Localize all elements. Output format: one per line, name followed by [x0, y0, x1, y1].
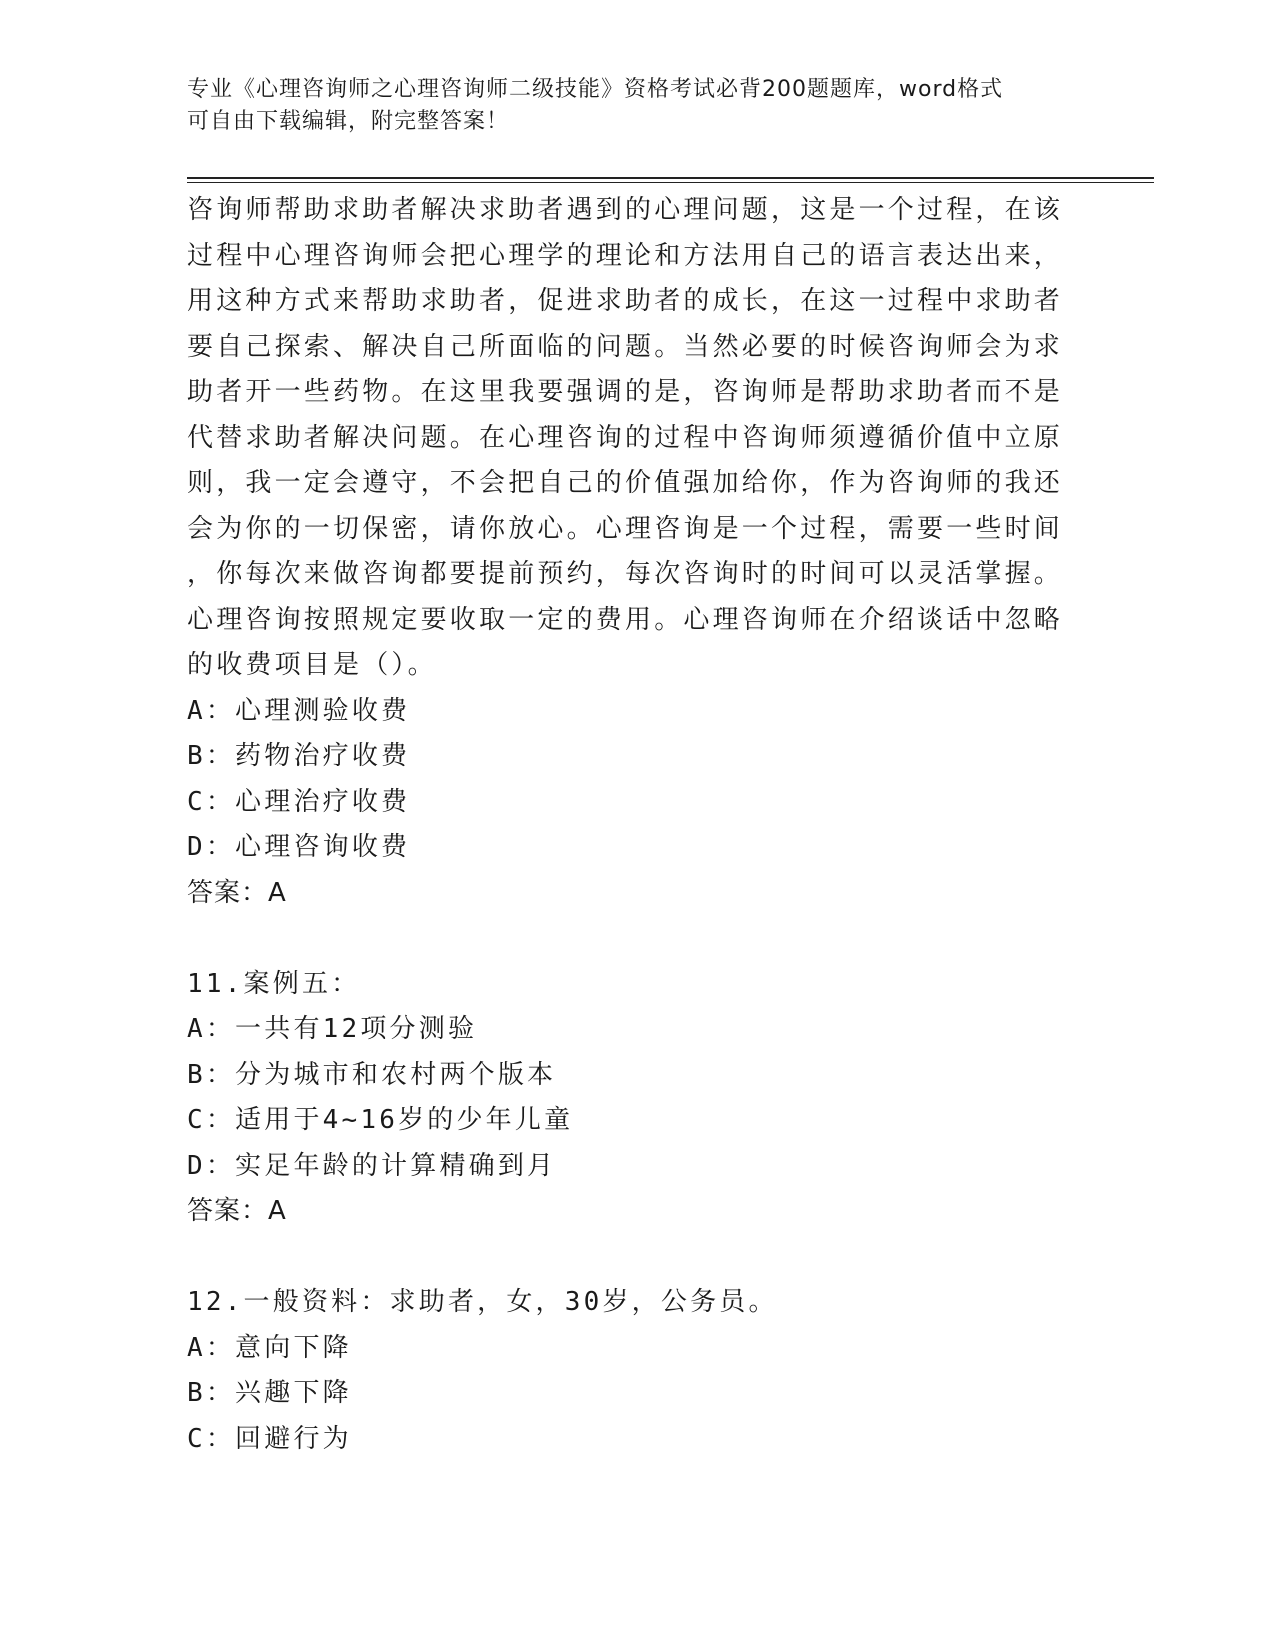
- document-header: [187, 74, 1087, 138]
- question-stem-line: 的收费项目是（）。: [187, 650, 437, 680]
- option-c: C：适用于4~16岁的少年儿童: [187, 1105, 574, 1135]
- question-stem: 12.一般资料：求助者，女，30岁，公务员。: [187, 1287, 778, 1317]
- spacer: [187, 1235, 1147, 1281]
- header-rule-thin: [187, 182, 1154, 183]
- question-stem-line: 则，我一定会遵守，不会把自己的价值强加给你，作为咨询师的我还: [187, 468, 1064, 498]
- question-11: [187, 962, 1147, 1235]
- option-a: A：心理测验收费: [187, 695, 411, 726]
- question-stem-line: 用这种方式来帮助求助者，促进求助者的成长，在这一过程中求助者: [187, 286, 1064, 316]
- option-c: C：回避行为: [187, 1423, 352, 1454]
- question-stem-line: 要自己探索、解决自己所面临的问题。当然必要的时候咨询师会为求: [187, 331, 1064, 362]
- answer-label: 答案：A: [187, 877, 287, 908]
- question-10: [187, 188, 1147, 916]
- spacer: [187, 916, 1147, 962]
- option-d: D：心理咨询收费: [187, 832, 411, 862]
- option-a: A：一共有12项分测验: [187, 1014, 478, 1044]
- answer-label: 答案：A: [187, 1196, 287, 1226]
- question-stem-line: 心理咨询按照规定要收取一定的费用。心理咨询师在介绍谈话中忽略: [187, 604, 1064, 635]
- question-stem-line: ，你每次来做咨询都要提前预约，每次咨询时的时间可以灵活掌握。: [187, 559, 1064, 589]
- question-stem-line: 代替求助者解决问题。在心理咨询的过程中咨询师须遵循价值中立原: [187, 422, 1064, 453]
- option-b: B：兴趣下降: [187, 1378, 352, 1408]
- option-a: A：意向下降: [187, 1332, 352, 1363]
- question-stem-line: 过程中心理咨询师会把心理学的理论和方法用自己的语言表达出来，: [187, 240, 1064, 271]
- header-title-line-2: 可自由下载编辑，附完整答案！: [187, 109, 510, 134]
- header-title-line-1: 专业《心理咨询师之心理咨询师二级技能》资格考试必背200题题库，word格式: [187, 77, 1004, 102]
- option-d: D：实足年龄的计算精确到月: [187, 1150, 557, 1181]
- header-rule-thick: [187, 177, 1154, 179]
- question-stem-line: 会为你的一切保密，请你放心。心理咨询是一个过程，需要一些时间: [187, 513, 1064, 544]
- question-stem: 11.案例五：: [187, 968, 361, 999]
- question-stem-line: 咨询师帮助求助者解决求助者遇到的心理问题，这是一个过程，在该: [187, 195, 1064, 225]
- question-12: [187, 1280, 1147, 1462]
- document-body: [187, 188, 1147, 1462]
- option-b: B：分为城市和农村两个版本: [187, 1059, 557, 1090]
- question-stem-line: 助者开一些药物。在这里我要强调的是，咨询师是帮助求助者而不是: [187, 377, 1064, 407]
- option-b: B：药物治疗收费: [187, 741, 411, 771]
- option-c: C：心理治疗收费: [187, 786, 411, 817]
